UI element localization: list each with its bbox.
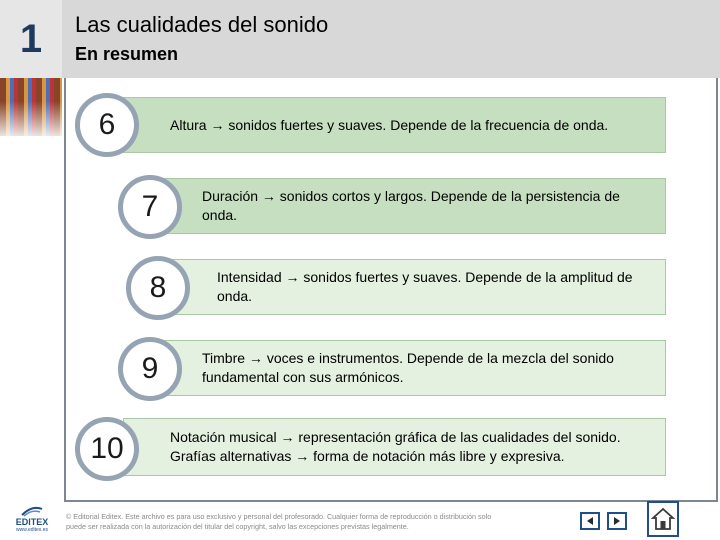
home-icon [651,507,675,531]
triangle-right-icon [612,516,622,526]
triangle-left-icon [585,516,595,526]
summary-number-badge [75,93,139,157]
summary-item-text: Intensidad → sonidos fuertes y suaves. Depende de la amplitud de onda. [217,269,633,304]
page-subtitle: En resumen [75,44,179,64]
summary-item-intensidad [170,259,666,315]
header-photo-fade [0,78,62,136]
summary-number: 6 [98,108,116,141]
editex-logo-sub: www.editex.es [16,527,48,533]
page-title: Las cualidades del sonido [75,12,329,37]
editex-swoosh-icon [20,505,44,517]
next-button[interactable] [607,512,627,530]
chapter-number: 1 [0,0,62,78]
summary-item-duracion [155,178,666,234]
summary-number: 10 [90,432,124,465]
summary-item-text: Timbre → voces e instrumentos. Depende de la mezcla del sonido fundamental con sus armónicos. [202,350,614,385]
summary-number-badge [118,175,182,239]
home-button[interactable] [647,501,679,537]
editex-logo [12,505,52,537]
editex-logo-text: EDITEX [15,517,49,527]
summary-item-notacion [123,418,666,476]
summary-item-altura [123,97,666,153]
summary-number-badge [75,417,139,481]
summary-item-timbre [155,340,666,396]
summary-number-badge [118,337,182,401]
summary-number-badge [126,256,190,320]
summary-item-text: Notación musical → representación gráfica de las cualidades del sonido. Grafías alternativas → forma de notación más libre y expresiva. [170,429,621,464]
summary-number: 9 [141,352,159,385]
previous-button[interactable] [580,512,600,530]
copyright-notice: © Editorial Editex. Este archivo es para uso exclusivo y personal del profesorado. Cualquier forma de reproducción o distribución solo puede ser realizada con la autorización del titular del copyright, salvo las excepciones previstas legalmente. [66,512,492,531]
summary-number: 7 [141,190,159,223]
summary-item-text: Altura → sonidos fuertes y suaves. Depende de la frecuencia de onda. [170,116,609,133]
summary-item-text: Duración → sonidos cortos y largos. Depende de la persistencia de onda. [202,188,620,223]
summary-number: 8 [149,271,167,304]
